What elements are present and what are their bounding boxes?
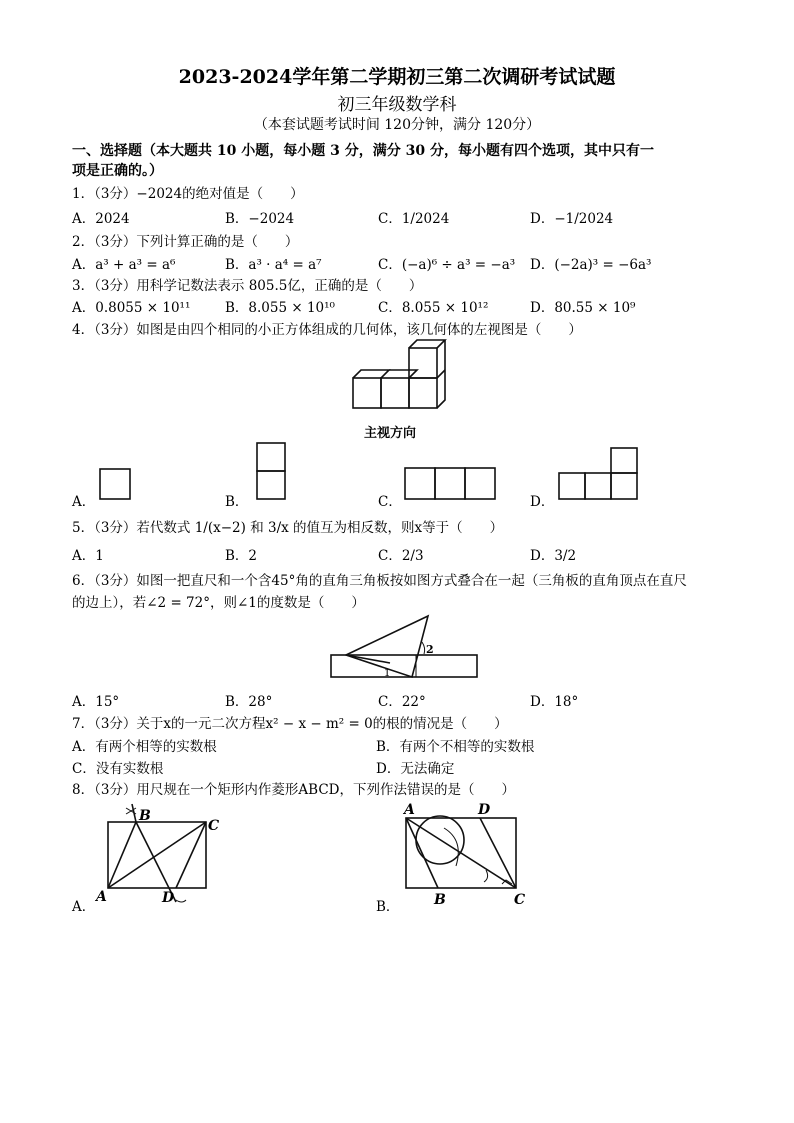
q8-option-b: B． bbox=[376, 899, 400, 915]
q3-option-d: D．80.55 × 10⁹ bbox=[530, 300, 636, 316]
q8a-label-b: B bbox=[139, 808, 151, 824]
svg-text:1: 1 bbox=[384, 668, 391, 679]
q4-option-c: C． bbox=[378, 494, 402, 510]
q4-caption: 主视方向 bbox=[364, 426, 417, 441]
q4-option-b: B． bbox=[225, 494, 249, 510]
q7-option-a: A．有两个相等的实数根 bbox=[72, 739, 217, 755]
q1-option-d: D．−1/2024 bbox=[530, 211, 614, 227]
q8a-label-d: D bbox=[162, 890, 175, 906]
q4-option-a-figure bbox=[99, 468, 131, 500]
q1-stem: 1．（3分）−2024的绝对值是（ ） bbox=[72, 186, 304, 202]
q6-option-a: A．15° bbox=[72, 694, 120, 710]
q8a-label-c: C bbox=[208, 818, 220, 834]
q4-solid-figure bbox=[350, 338, 450, 418]
q4-option-a: A． bbox=[72, 494, 96, 510]
q8b-label-d: D bbox=[478, 802, 491, 818]
q1-option-b: B．−2024 bbox=[225, 211, 295, 227]
q5-stem: 5．（3分）若代数式 1/(x−2) 和 3/x 的值互为相反数，则x等于（ ） bbox=[72, 520, 504, 536]
q2-option-d: D．(−2a)³ = −6a³ bbox=[530, 257, 652, 273]
q3-option-b: B．8.055 × 10¹⁰ bbox=[225, 300, 335, 316]
q1-option-c: C．1/2024 bbox=[378, 211, 450, 227]
q3-stem: 3．（3分）用科学记数法表示 805.5亿，正确的是（ ） bbox=[72, 278, 423, 294]
q5-option-a: A．1 bbox=[72, 548, 104, 564]
svg-text:2: 2 bbox=[426, 643, 434, 656]
exam-note: （本套试题考试时间 120分钟，满分 120分） bbox=[253, 117, 541, 133]
q6-option-d: D．18° bbox=[530, 694, 579, 710]
q1-option-a: A．2024 bbox=[72, 211, 130, 227]
q5-option-b: B．2 bbox=[225, 548, 258, 564]
q2-option-c: C．(−a)⁶ ÷ a³ = −a³ bbox=[378, 257, 516, 273]
q6-option-b: B．28° bbox=[225, 694, 273, 710]
q7-option-b: B．有两个不相等的实数根 bbox=[376, 739, 535, 755]
q4-option-c-figure bbox=[404, 467, 496, 500]
q3-option-a: A．0.8055 × 10¹¹ bbox=[72, 300, 191, 316]
q6-ruler-triangle-figure bbox=[330, 612, 478, 680]
q4-stem: 4．（3分）如图是由四个相同的小正方体组成的几何体，该几何体的左视图是（ ） bbox=[72, 322, 582, 338]
q7-option-d: D．无法确定 bbox=[376, 761, 455, 777]
q8-stem: 8．（3分）用尺规在一个矩形内作菱形ABCD，下列作法错误的是（ ） bbox=[72, 782, 516, 798]
q5-option-d: D．3/2 bbox=[530, 548, 577, 564]
q2-stem: 2．（3分）下列计算正确的是（ ） bbox=[72, 234, 299, 250]
section-heading-line1: 一、选择题（本大题共 10 小题，每小题 3 分，满分 30 分，每小题有四个选项，其中只有一 bbox=[72, 143, 654, 159]
q8-figure-a bbox=[96, 800, 220, 910]
q7-stem: 7．（3分）关于x的一元二次方程x² − x − m² = 0的根的情况是（ ） bbox=[72, 716, 508, 732]
q8-figure-b bbox=[400, 800, 530, 910]
q2-option-a: A．a³ + a³ = a⁶ bbox=[72, 257, 176, 273]
q8a-label-a: A bbox=[96, 889, 107, 905]
q8-option-a: A． bbox=[72, 899, 96, 915]
q4-option-b-figure bbox=[256, 442, 286, 500]
q4-option-d-figure bbox=[558, 447, 638, 501]
q6-stem-line1: 6．（3分）如图一把直尺和一个含45°角的直角三角板按如图方式叠合在一起（三角板的直角顶点在直尺 bbox=[72, 573, 687, 589]
section-heading-line2: 项是正确的。） bbox=[72, 163, 163, 179]
q7-option-c: C．没有实数根 bbox=[72, 761, 164, 777]
q2-option-b: B．a³ · a⁴ = a⁷ bbox=[225, 257, 322, 273]
q6-option-c: C．22° bbox=[378, 694, 426, 710]
q5-option-c: C．2/3 bbox=[378, 548, 424, 564]
q4-option-d: D． bbox=[530, 494, 555, 510]
q8b-label-c: C bbox=[514, 892, 526, 908]
q8b-label-a: A bbox=[404, 802, 415, 818]
exam-subject: 初三年级数学科 bbox=[337, 95, 457, 115]
q8b-label-b: B bbox=[434, 892, 446, 908]
q6-stem-line2: 的边上），若∠2 = 72°，则∠1的度数是（ ） bbox=[72, 595, 365, 611]
exam-title: 2023-2024学年第二学期初三第二次调研考试试题 bbox=[178, 66, 616, 88]
q3-option-c: C．8.055 × 10¹² bbox=[378, 300, 489, 316]
